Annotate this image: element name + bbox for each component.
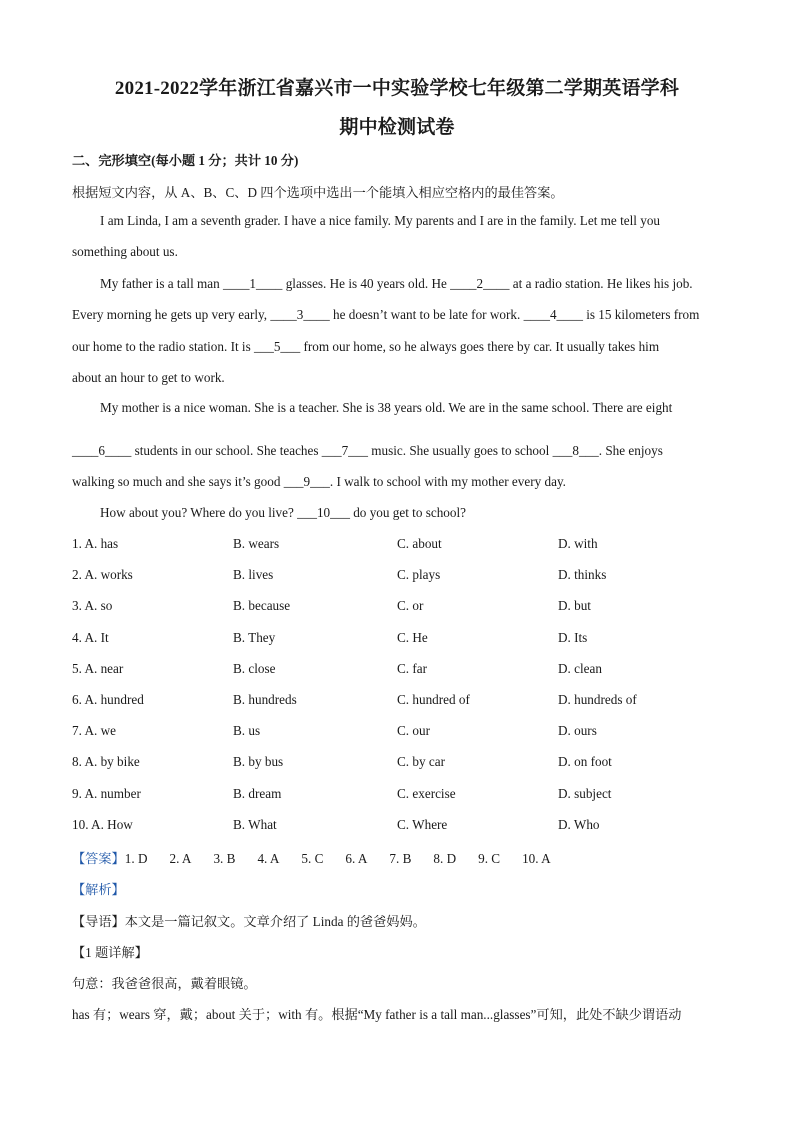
blank-4: ____4____ [523,307,583,322]
option-c: C. hundred of [397,692,470,707]
passage-line [100,505,466,521]
option-c: C. He [397,629,428,645]
passage-line: My mother is a nice woman. She is a teacher. She is 38 years old. We are in the same school. There are eight [100,400,673,415]
option-c: C. far [397,660,428,676]
blank-5: ___5___ [254,339,301,354]
answer-item: 4. A [257,851,280,866]
option-c: C. exercise [397,785,456,801]
meaning-line: 句意：我爸爸很高，戴着眼镜。 [72,976,257,991]
option-d: D. Who [558,816,600,832]
passage-text: How about you? Where do you live? [100,505,298,520]
option-a: 2. A. works [72,567,133,583]
option-a: 4. A. It [72,629,109,645]
passage-line [100,276,693,292]
question-row [0,817,794,837]
passage-line [72,339,659,355]
question-row [0,692,794,712]
blank-8: ___8___ [552,443,599,458]
passage-text: do you get to school? [349,505,467,520]
option-d: D. Its [558,629,588,645]
option-d: D. ours [558,723,597,739]
option-a: 1. A. has [72,536,119,551]
passage-text: is 15 kilometers from [582,307,700,322]
exam-title-line2: 期中检测试卷 [339,117,455,138]
answer-item: 10. A [522,851,551,866]
option-c: C. about [397,536,442,551]
option-a: 6. A. hundred [72,692,144,707]
passage-line: something about us. [72,244,178,259]
blank-2: ____2____ [450,276,510,291]
option-b: B. What [233,816,277,832]
passage-text: at a radio station. He likes his job. [509,276,693,291]
question-row [0,598,794,618]
option-c: C. or [397,598,424,614]
blank-3: ____3____ [270,307,330,322]
option-c: C. our [397,723,430,739]
option-a: 10. A. How [72,816,133,832]
answer-line [72,848,573,867]
option-d: D. with [558,536,598,551]
answer-item: 1. D [124,851,148,866]
analysis-label: 【解析】 [72,882,125,897]
question-row [0,661,794,681]
option-c: C. Where [397,816,448,832]
option-a: 3. A. so [72,598,113,614]
blank-10: ___10___ [297,505,350,520]
option-b: B. because [233,598,291,614]
blank-7: ___7___ [321,443,368,458]
blank-1: ____1____ [223,276,283,291]
option-b: B. They [233,629,276,645]
instruction-text: 根据短文内容，从 A、B、C、D 四个选项中选出一个能填入相应空格内的最佳答案。 [72,185,564,200]
passage-line [72,474,566,490]
answer-label: 【答案】 [72,851,125,866]
passage-text: . She enjoys [598,443,663,458]
option-b: B. wears [233,536,280,551]
exam-title-line1: 2021-2022学年浙江省嘉兴市一中实验学校七年级第二学期英语学科 [114,78,680,99]
passage-text: . I walk to school with my mother every day. [329,474,566,489]
option-d: D. on foot [558,754,612,770]
option-a: 7. A. we [72,723,116,739]
option-d: D. subject [558,785,612,801]
passage-text: students in our school. She teaches [131,443,322,458]
answer-item: 6. A [345,851,368,866]
answer-item: 9. C [478,851,501,866]
question-row [0,786,794,806]
blank-9: ___9___ [283,474,330,489]
passage-line: about an hour to get to work. [72,370,225,385]
passage-text: My father is a tall man [100,276,224,291]
question-row [0,567,794,587]
answer-item: 5. C [301,851,324,866]
passage-text: walking so much and she says it’s good [72,474,284,489]
intro-text: 本文是一篇记叙文。文章介绍了 Linda 的爸爸妈妈。 [124,914,426,929]
passage-text: our home to the radio station. It is [72,339,255,354]
option-a: 8. A. by bike [72,754,140,770]
section-heading: 二、完形填空(每小题 1 分；共计 10 分) [72,153,299,168]
option-c: C. by car [397,754,445,770]
answer-list [125,851,573,866]
passage-text: from our home, so he always goes there by car. It usually takes him [300,339,660,354]
answer-item: 8. D [433,851,457,866]
option-d: D. thinks [558,567,607,583]
question-row [0,630,794,650]
option-b: B. close [233,660,276,676]
passage-line [72,443,663,459]
option-b: B. dream [233,785,282,801]
question-row [0,723,794,743]
option-d: D. clean [558,660,602,676]
option-b: B. us [233,723,261,739]
option-b: B. hundreds [233,692,297,707]
option-a: 5. A. near [72,660,124,676]
passage-line [72,307,699,323]
passage-text: music. She usually goes to school [367,443,553,458]
intro-label: 【导语】 [72,914,125,929]
option-a: 9. A. number [72,785,141,801]
answer-item: 2. A [169,851,192,866]
detail-label: 【1 题详解】 [72,945,148,960]
blank-6: ____6____ [72,443,132,458]
question-row [0,536,794,556]
explain-line: has 有；wears 穿，戴；about 关于；with 有。根据“My father is a tall man...glasses”可知，此处不缺少谓语动 [72,1007,682,1022]
passage-line: I am Linda, I am a seventh grader. I have a nice family. My parents and I are in the family. Let me tell you [100,213,661,228]
answer-item: 3. B [213,851,236,866]
option-d: D. hundreds of [558,692,637,707]
intro-line [72,911,426,930]
option-b: B. lives [233,567,274,583]
option-b: B. by bus [233,754,284,770]
passage-text: Every morning he gets up very early, [72,307,271,322]
answer-item: 7. B [389,851,412,866]
passage-text: he doesn’t want to be late for work. [329,307,524,322]
question-row [0,754,794,774]
passage-text: glasses. He is 40 years old. He [282,276,451,291]
option-c: C. plays [397,567,441,583]
option-d: D. but [558,598,591,614]
